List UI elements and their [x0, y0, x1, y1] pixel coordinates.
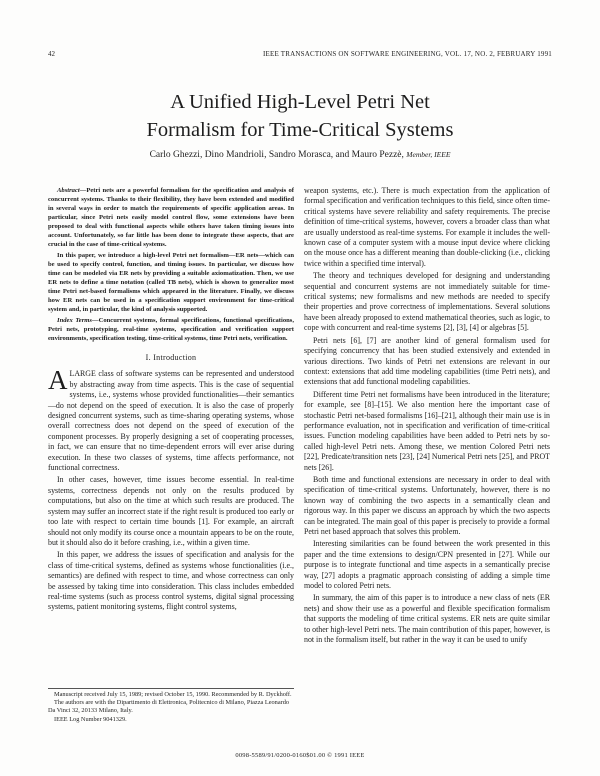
body-paragraph-3: Petri nets [6], [7] are another kind of general formalism used for specifying concurrency that has been studied extensively and extended in various directions. Two kinds of Petri net extensions are relevant in our context: extensions that add time modeling capabilities (time Petri nets), and extensions that add functional modeling capabilities.: [304, 335, 550, 387]
section-heading-introduction: I. Introduction: [145, 353, 197, 362]
body-paragraph-7: In summary, the aim of this paper is to introduce a new class of nets (ER nets) and show their use as a powerful and flexible specification formalism that supports the modeling of time critical systems. ER nets are quite similar to other high-level Petri nets. The main contribution of this paper, however, is not in the formalism itself, but rather in the way it can be used to unify: [304, 593, 550, 645]
abstract-paragraph-2: In this paper, we introduce a high-level Petri net formalism—ER nets—which can be used to specify control, function, and timing issues. In particular, we discuss how time can be modeled via ER nets by providing a suitable axiomatization. Then, we use ER nets to define a time notation (called TB nets), which is shown to generalize most time Petri net-based formalisms which appeared in the literature. Finally, we discuss how ER nets can be used in a specification support environment for time-critical system and, in particular, the kind of analysis supported.: [48, 252, 294, 313]
intro-paragraph-3: In this paper, we address the issues of specification and analysis for the class of time-critical systems, defined as systems whose functionalities (i.e., semantics) are defined with respect to time, and whose correctness can only be assessed by taking time into consideration. This class includes embedded real-time systems (such as process control systems, digital signal processing systems, patient monitoring systems, flight control systems,: [48, 550, 294, 612]
body-paragraph-2: The theory and techniques developed for designing and understanding sequential and concurrent systems are not immediately suitable for time-critical systems; new formalisms and new methods are needed to specify their properties and prove correctness of implementations. Several solutions have been already proposed to extend mathematical theories, such as logic, to cope with concurrent and real-time systems [2], [3], [4] or algebras [5].: [304, 271, 550, 333]
title-line-2: Formalism for Time-Critical Systems: [146, 119, 454, 141]
running-header: [48, 50, 552, 62]
body-paragraph-6: Interesting similarities can be found between the work presented in this paper and the time extensions to design/CPN presented in [27]. While our purpose is to integrate functional and time aspects in a semantically precise way, [27] adopts a pragmatic approach consisting of adding a simple time model to colored Petri nets.: [304, 539, 550, 591]
abstract: [48, 186, 294, 249]
index-terms: [48, 316, 294, 343]
intro-paragraph-1-text: LARGE class of software systems can be represented and understood by abstracting away from time aspects. This is the case of sequential systems, i.e., systems whose provided functionalities—their semantics—do not depend on the speed of execution. It is also the case of properly designed concurrent systems, such as time-sharing operating systems, whose overall correctness does not depend on the speed of execution of the component processes. By properly designing a set of cooperating processes, in fact, we can ensure that no time-dependent errors will ever arise during execution. In these two classes of systems, time affects performance, not functional correctness.: [48, 369, 294, 473]
index-terms-label: Index Terms—: [57, 317, 99, 324]
journal-name: IEEE TRANSACTIONS ON SOFTWARE ENGINEERING, VOL. 17, NO. 2, FEBRUARY 1991: [262, 50, 552, 58]
left-column: [48, 186, 294, 615]
copyright-line: 0098-5589/91/0200-0160$01.00 © 1991 IEEE: [235, 752, 365, 759]
paper-title: [0, 88, 600, 144]
author-names: Carlo Ghezzi, Dino Mandrioli, Sandro Morasca, and Mauro Pezzè,: [149, 150, 404, 160]
intro-paragraph-1: [48, 365, 294, 473]
footnote-log-number: IEEE Log Number 9041329.: [54, 715, 127, 723]
body-paragraph-1: weapon systems, etc.). There is much expectation from the application of formal specification and verification techniques to this field, since often time-critical systems have severe reliability and safety requirements. The precise definition of time-critical systems, however, covers a broader class than what are usually understood as real-time systems. For example it includes the well-known case of a computer system with a mouse input device where clicking on the mouse once has a different meaning than double-clicking (i.e., clicking twice within a specified time interval).: [304, 186, 550, 268]
footnote-affiliation: The authors are with the Dipartimento di Elettronica, Politecnico di Milano, Piazza Leonardo Da Vinci 32, 20133 Milano, Italy.: [48, 699, 290, 715]
right-column: [304, 186, 550, 647]
member-note: Member, IEEE: [406, 150, 451, 159]
page-number: 42: [48, 50, 55, 58]
abstract-text: Petri nets are a powerful formalism for the specification and analysis of concurrent systems. Thanks to their flexibility, they have been extended and modified in several ways in order to match the requirements of specific application areas. In particular, since Petri nets easily model control flow, some extensions have been proposed to deal with functional aspects while others have taken timing issues into account. Unfortunately, so far little has been done to integrate these aspects, that are crucial in the case of time-critical systems.: [48, 187, 294, 248]
abstract-label: Abstract—: [57, 187, 87, 194]
title-line-1: A Unified High-Level Petri Net: [170, 91, 430, 113]
footnote: [48, 688, 294, 724]
footnote-received: Manuscript received July 15, 1989; revised October 15, 1990. Recommended by R. Dyckhoff.: [54, 691, 292, 698]
body-paragraph-5: Both time and functional extensions are necessary in order to deal with specification of time-critical systems. Unfortunately, however, there is no known way of combining the two aspects in a semantically clean and rigorous way. In this paper we discuss an approach by which the two aspects can be integrated. The main goal of this paper is precisely to provide a formal Petri net based approach that solves this problem.: [304, 474, 550, 536]
intro-paragraph-2: In other cases, however, time issues become essential. In real-time systems, correctness depends not only on the results produced by computations, but also on the time at which such results are produced. The system may suffer an incorrect state if the right result is produced too early or too late with respect to certain time bounds [1]. For example, an aircraft should not only modify its course once a mountain appears to be on the route, but it should also do it before crashing, i.e., within a given time.: [48, 475, 294, 547]
drop-cap: A: [48, 365, 68, 396]
index-terms-text: Concurrent systems, formal specifications, functional specifications, Petri nets, prototyping, real-time systems, specification and verification support environments, specification testing, time-critical systems, time Petri nets, verification.: [48, 317, 295, 342]
body-paragraph-4: Different time Petri net formalisms have been introduced in the literature; for example, see [8]–[15]. We also mention here the important case of stochastic Petri net-based formalisms [16]–[21], although their main use is in performance evaluation, not in specification and verification of time-critical issues. Function modeling capabilities have been added to Petri nets by so-called high-level Petri nets. Among these, we mention Colored Petri nets [22], Predicate/transition nets [23], [24] Numerical Petri nets [25], and PROT nets [26].: [304, 389, 550, 472]
author-list: [0, 150, 600, 160]
